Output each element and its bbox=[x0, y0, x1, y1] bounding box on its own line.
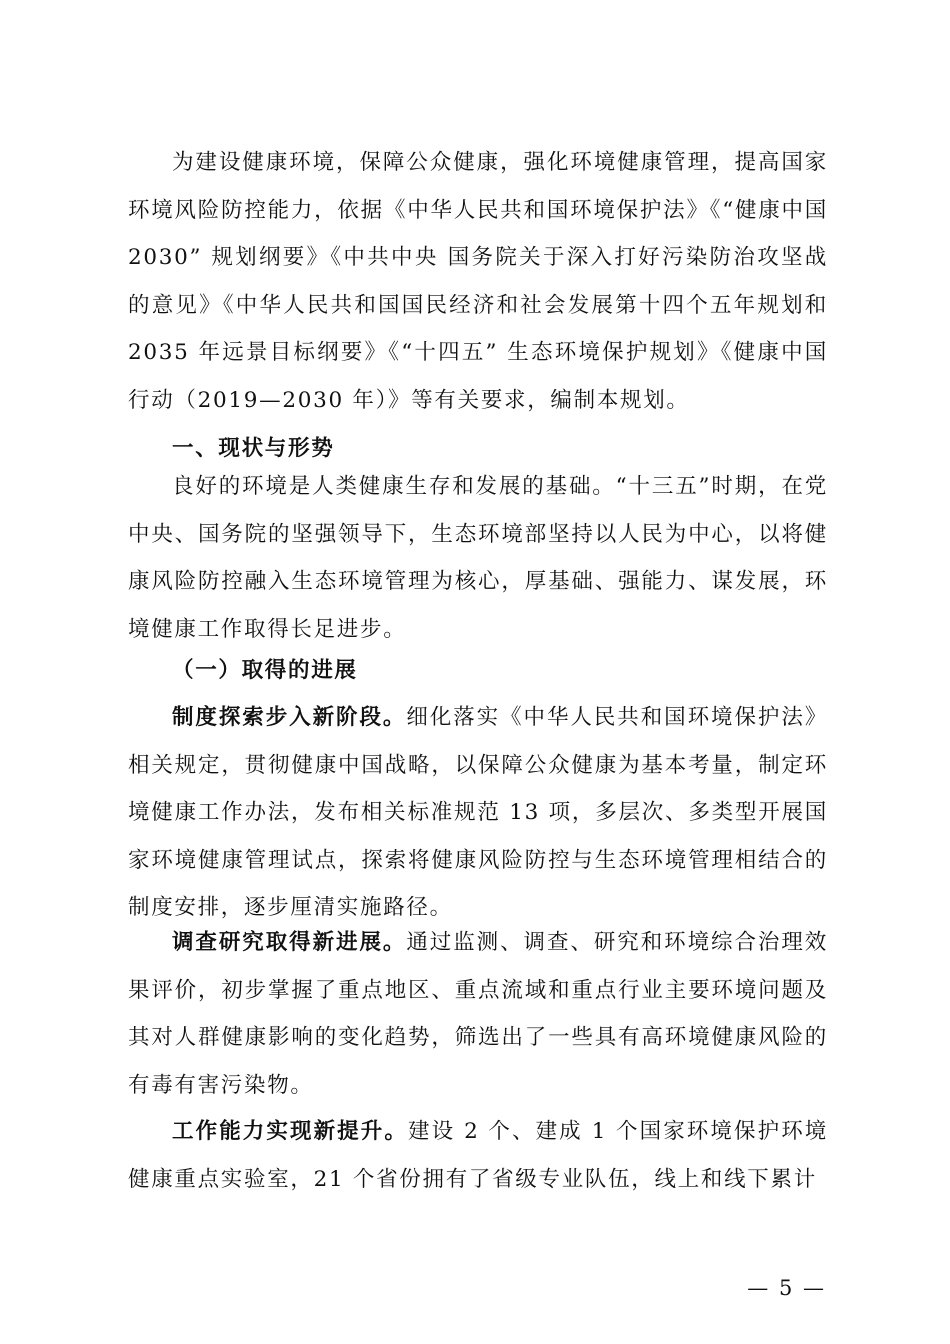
subsection-heading-progress: （一）取得的进展 bbox=[172, 658, 358, 683]
paragraph-capacity-improvement bbox=[128, 1108, 828, 1203]
paragraph-body-system: 细化落实《中华人民共和国环境保护法》相关规定，贯彻健康中国战略，以保障公众健康为基本考量，制定环境健康工作办法，发布相关标准规范 13 项，多层次、多类型开展国家环境健康管理试点，探索将健康风险防控与生态环境管理相结合的制度安排，逐步厘清实施路径。 bbox=[128, 705, 828, 921]
paragraph-lead-system: 制度探索步入新阶段。 bbox=[172, 705, 407, 730]
paragraph-body-capacity: 建设 2 个、建成 1 个国家环境保护环境健康重点实验室，21 个省份拥有了省级专业队伍，线上和线下累计 bbox=[128, 1119, 828, 1192]
paragraph-body-research: 通过监测、调查、研究和环境综合治理效果评价，初步掌握了重点地区、重点流域和重点行业主要环境问题及其对人群健康影响的变化趋势，筛选出了一些具有高环境健康风险的有毒有害污染物。 bbox=[128, 930, 828, 1098]
paragraph-research-progress bbox=[128, 919, 828, 1109]
intro-paragraph: 为建设健康环境，保障公众健康，强化环境健康管理，提高国家环境风险防控能力，依据《中华人民共和国环境保护法》《“健康中国 2030” 规划纲要》《中共中央 国务院关于深入打好污染防治攻坚战的意见》《中华人民共和国国民经济和社会发展第十四个五年规划和 2035 年远景目标纲要》《“十四五” 生态环境保护规划》《健康中国行动（2019—2030 年）》等有关要求，编制本规划。 bbox=[128, 150, 828, 413]
paragraph-system-exploration bbox=[128, 694, 828, 932]
section-heading-status: 一、现状与形势 bbox=[172, 436, 335, 461]
paragraph-lead-capacity: 工作能力实现新提升。 bbox=[172, 1119, 408, 1144]
section-status-paragraph: 良好的环境是人类健康生存和发展的基础。“十三五”时期，在党中央、国务院的坚强领导下，生态环境部坚持以人民为中心，以将健康风险防控融入生态环境管理为核心，厚基础、强能力、谋发展，环境健康工作取得长足进步。 bbox=[128, 474, 828, 642]
page-number: — 5 — bbox=[747, 1276, 826, 1300]
paragraph-lead-research: 调查研究取得新进展。 bbox=[172, 930, 407, 955]
